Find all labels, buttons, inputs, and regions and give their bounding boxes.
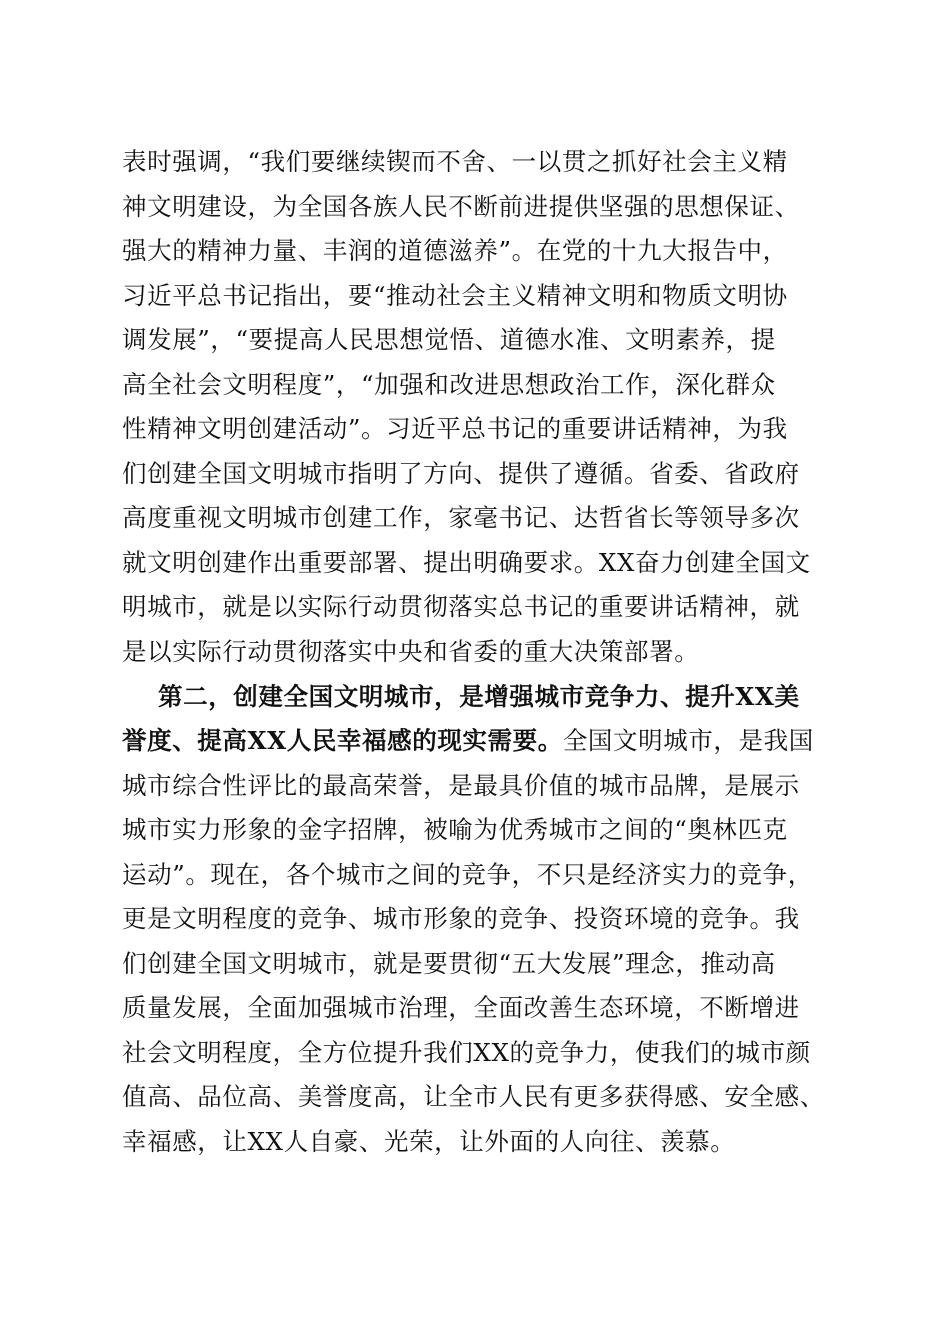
paragraph-2-line-3: 城市综合性评比的最高荣誉，是最具价值的城市品牌，是展示 (122, 771, 800, 800)
paragraph-1-line-4: 习近平总书记指出，要“推动社会主义精神文明和物质文明协 (122, 281, 788, 310)
paragraph-2-line-7: 们创建全国文明城市，就是要贯彻“五大发展”理念，推动高 (122, 949, 776, 978)
paragraph-2-line-5: 运动”。现在，各个城市之间的竞争，不只是经济实力的竞争， (122, 860, 813, 889)
paragraph-1-line-12: 是以实际行动贯彻落实中央和省委的重大决策部署。 (122, 637, 700, 666)
paragraph-2-line-2 (122, 724, 842, 758)
paragraph-2-line-2-rest: 全国文明城市，是我国 (562, 726, 814, 755)
paragraph-1-line-11: 明城市，就是以实际行动贯彻落实总书记的重要讲话精神，就 (122, 592, 800, 621)
paragraph-1-line-6: 高全社会文明程度”，“加强和改进思想政治工作，深化群众 (122, 370, 776, 399)
paragraph-2-line-10: 值高、品位高、美誉度高，让全市人民有更多获得感、安全感、 (122, 1082, 825, 1111)
paragraph-1-line-1: 表时强调，“我们要继续锲而不舍、一以贯之抓好社会主义精 (122, 147, 788, 176)
paragraph-1-line-8: 们创建全国文明城市指明了方向、提供了遵循。省委、省政府 (122, 459, 800, 488)
paragraph-1-line-5: 调发展”，“要提高人民思想觉悟、道德水准、文明素养，提 (122, 325, 776, 354)
paragraph-2-line-4: 城市实力形象的金字招牌，被喻为优秀城市之间的“奥林匹克 (122, 815, 788, 844)
paragraph-1-line-10: 就文明创建作出重要部署、提出明确要求。XX奋力创建全国文 (122, 548, 811, 577)
paragraph-2-line-11: 幸福感，让XX人自豪、光荣，让外面的人向往、羡慕。 (122, 1127, 736, 1156)
paragraph-1-line-3: 强大的精神力量、丰润的道德滋养”。在党的十九大报告中， (122, 236, 788, 265)
paragraph-2-line-8: 质量发展，全面加强城市治理，全面改善生态环境，不断增进 (122, 993, 800, 1022)
paragraph-2-line-9: 社会文明程度，全方位提升我们XX的竞争力，使我们的城市颜 (122, 1038, 811, 1067)
paragraph-1-line-2: 神文明建设，为全国各族人民不断前进提供坚强的思想保证、 (122, 192, 800, 221)
paragraph-1-line-9: 高度重视文明城市创建工作，家毫书记、达哲省长等领导多次 (122, 503, 800, 532)
paragraph-1-line-7: 性精神文明创建活动”。习近平总书记的重要讲话精神，为我 (122, 414, 788, 443)
paragraph-2-line-6: 更是文明程度的竞争、城市形象的竞争、投资环境的竞争。我 (122, 904, 800, 933)
paragraph-2-heading-line-1: 第二，创建全国文明城市，是增强城市竞争力、提升XX美 (158, 682, 800, 711)
paragraph-2-heading-line-2: 誉度、提高XX人民幸福感的现实需要。 (122, 726, 563, 755)
